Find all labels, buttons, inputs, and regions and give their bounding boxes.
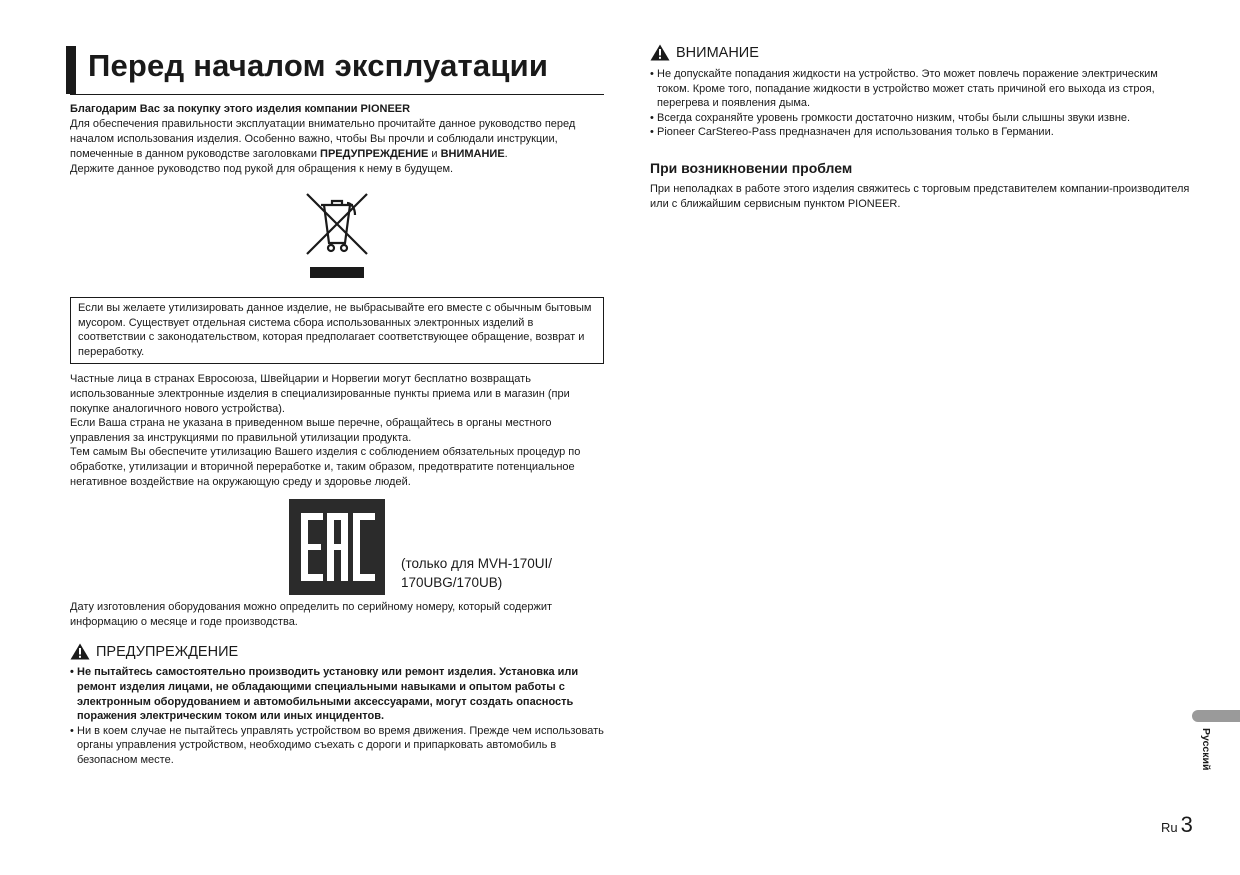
language-tab-label: Русский — [1200, 728, 1212, 771]
page-title: Перед началом эксплуатации — [88, 48, 549, 83]
disposal-notice-box: Если вы желаете утилизировать данное изделие, не выбрасывайте его вместе с обычным бытовым мусором. Существует отдельная система сбора использованных электронных изделий в соответствии с законодательством, которая предполагает соответствующее обращение, возврат и переработку. — [70, 297, 604, 364]
warning-heading-text: ПРЕДУПРЕЖДЕНИЕ — [96, 643, 239, 660]
title-block — [70, 46, 604, 95]
list-item: • Всегда сохраняйте уровень громкости достаточно низким, чтобы были слышны звуки извне. — [650, 111, 1190, 126]
list-item: • Не допускайте попадания жидкости на устройство. Это может повлечь поражение электрическим током. Кроме того, попадание жидкости в устройство может стать причиной его выхода из строя, перегрева и появления дыма. — [650, 67, 1190, 111]
intro-period: . — [504, 148, 508, 160]
eac-mark-icon — [289, 499, 385, 595]
intro-keyword-caution: ВНИМАНИЕ — [440, 148, 505, 160]
page-number — [1161, 812, 1193, 838]
warning-triangle-icon — [650, 44, 670, 61]
intro-paragraph — [70, 102, 604, 177]
title-accent-bar — [66, 46, 76, 94]
caution-heading-text: ВНИМАНИЕ — [676, 44, 759, 61]
left-column — [70, 46, 604, 767]
problems-text: При неполадках в работе этого изделия свяжитесь с торговым представителем компании-производителя или с ближайшим сервисным пунктом PIONEER. — [650, 182, 1190, 210]
problems-heading: При возникновении проблем — [650, 159, 853, 176]
intro-text: Для обеспечения правильности эксплуатации внимательно прочитайте данное руководство перед началом использования изделия. Особенно важно, чтобы Вы прочли и соблюдали инструкции, помеченные в данном руководстве заголовками — [70, 118, 576, 160]
environment-text: Тем самым Вы обеспечите утилизацию Вашего изделия с соблюдением обязательных процедур по обработке, утилизации и вторичной переработке и, таким образом, предотвратите потенциальное негативное воздействие на окружающую среду и здоровье людей. — [70, 446, 581, 488]
private-persons-text: Частные лица в странах Евросоюза, Швейцарии и Норвегии могут бесплатно возвращать использованные электронные изделия в специализированные пункты приема или в магазин (при покупке аналогичного нового устройства). — [70, 373, 570, 415]
caution-list — [650, 67, 1190, 140]
intro-keep: Держите данное руководство под рукой для обращения к нему в будущем. — [70, 163, 454, 175]
right-column — [650, 44, 1190, 211]
weee-symbol-block — [70, 191, 604, 281]
list-item: • Ни в коем случае не пытайтесь управлять устройством во время движения. Прежде чем использовать органы управления устройством, необходимо съехать с дороги и припарковать автомобиль в безопасном месте. — [70, 724, 604, 768]
disposal-details — [70, 372, 604, 489]
page-number-digit: 3 — [1180, 812, 1193, 837]
list-item: • Pioneer CarStereo-Pass предназначен для использования только в Германии. — [650, 125, 1190, 140]
warning-heading — [70, 643, 604, 660]
other-country-text: Если Ваша страна не указана в приведенном выше перечне, обращайтесь в органы местного управления за инструкциями по правильной утилизации продукта. — [70, 417, 552, 444]
warning-triangle-icon — [70, 643, 90, 660]
intro-and: и — [428, 148, 441, 160]
caution-heading — [650, 44, 1190, 61]
list-item: • Не пытайтесь самостоятельно производить установку или ремонт изделия. Установка или ремонт изделия лицами, не обладающими специальными навыками и опытом работы с электронным оборудованием и автомобильными аксессуарами, могут создать опасность поражения электрическим током или иных инцидентов. — [70, 665, 604, 723]
intro-thanks: Благодарим Вас за покупку этого изделия компании PIONEER — [70, 103, 411, 115]
eac-logo — [289, 499, 385, 595]
crossed-out-bin-icon — [304, 191, 370, 281]
page-number-lang: Ru — [1161, 820, 1178, 835]
eac-caption-line1: (только для MVH-170UI/ — [401, 556, 553, 572]
intro-instructions — [70, 117, 604, 162]
eac-block — [70, 499, 604, 595]
language-tab — [1192, 710, 1240, 722]
eac-caption-line2: 170UBG/170UB) — [401, 575, 503, 591]
warning-list — [70, 665, 604, 767]
manufacture-date-text: Дату изготовления оборудования можно определить по серийному номеру, который содержит информацию о месяце и годе производства. — [70, 601, 553, 628]
eac-caption — [401, 554, 552, 592]
intro-keyword-warning: ПРЕДУПРЕЖДЕНИЕ — [320, 148, 429, 160]
